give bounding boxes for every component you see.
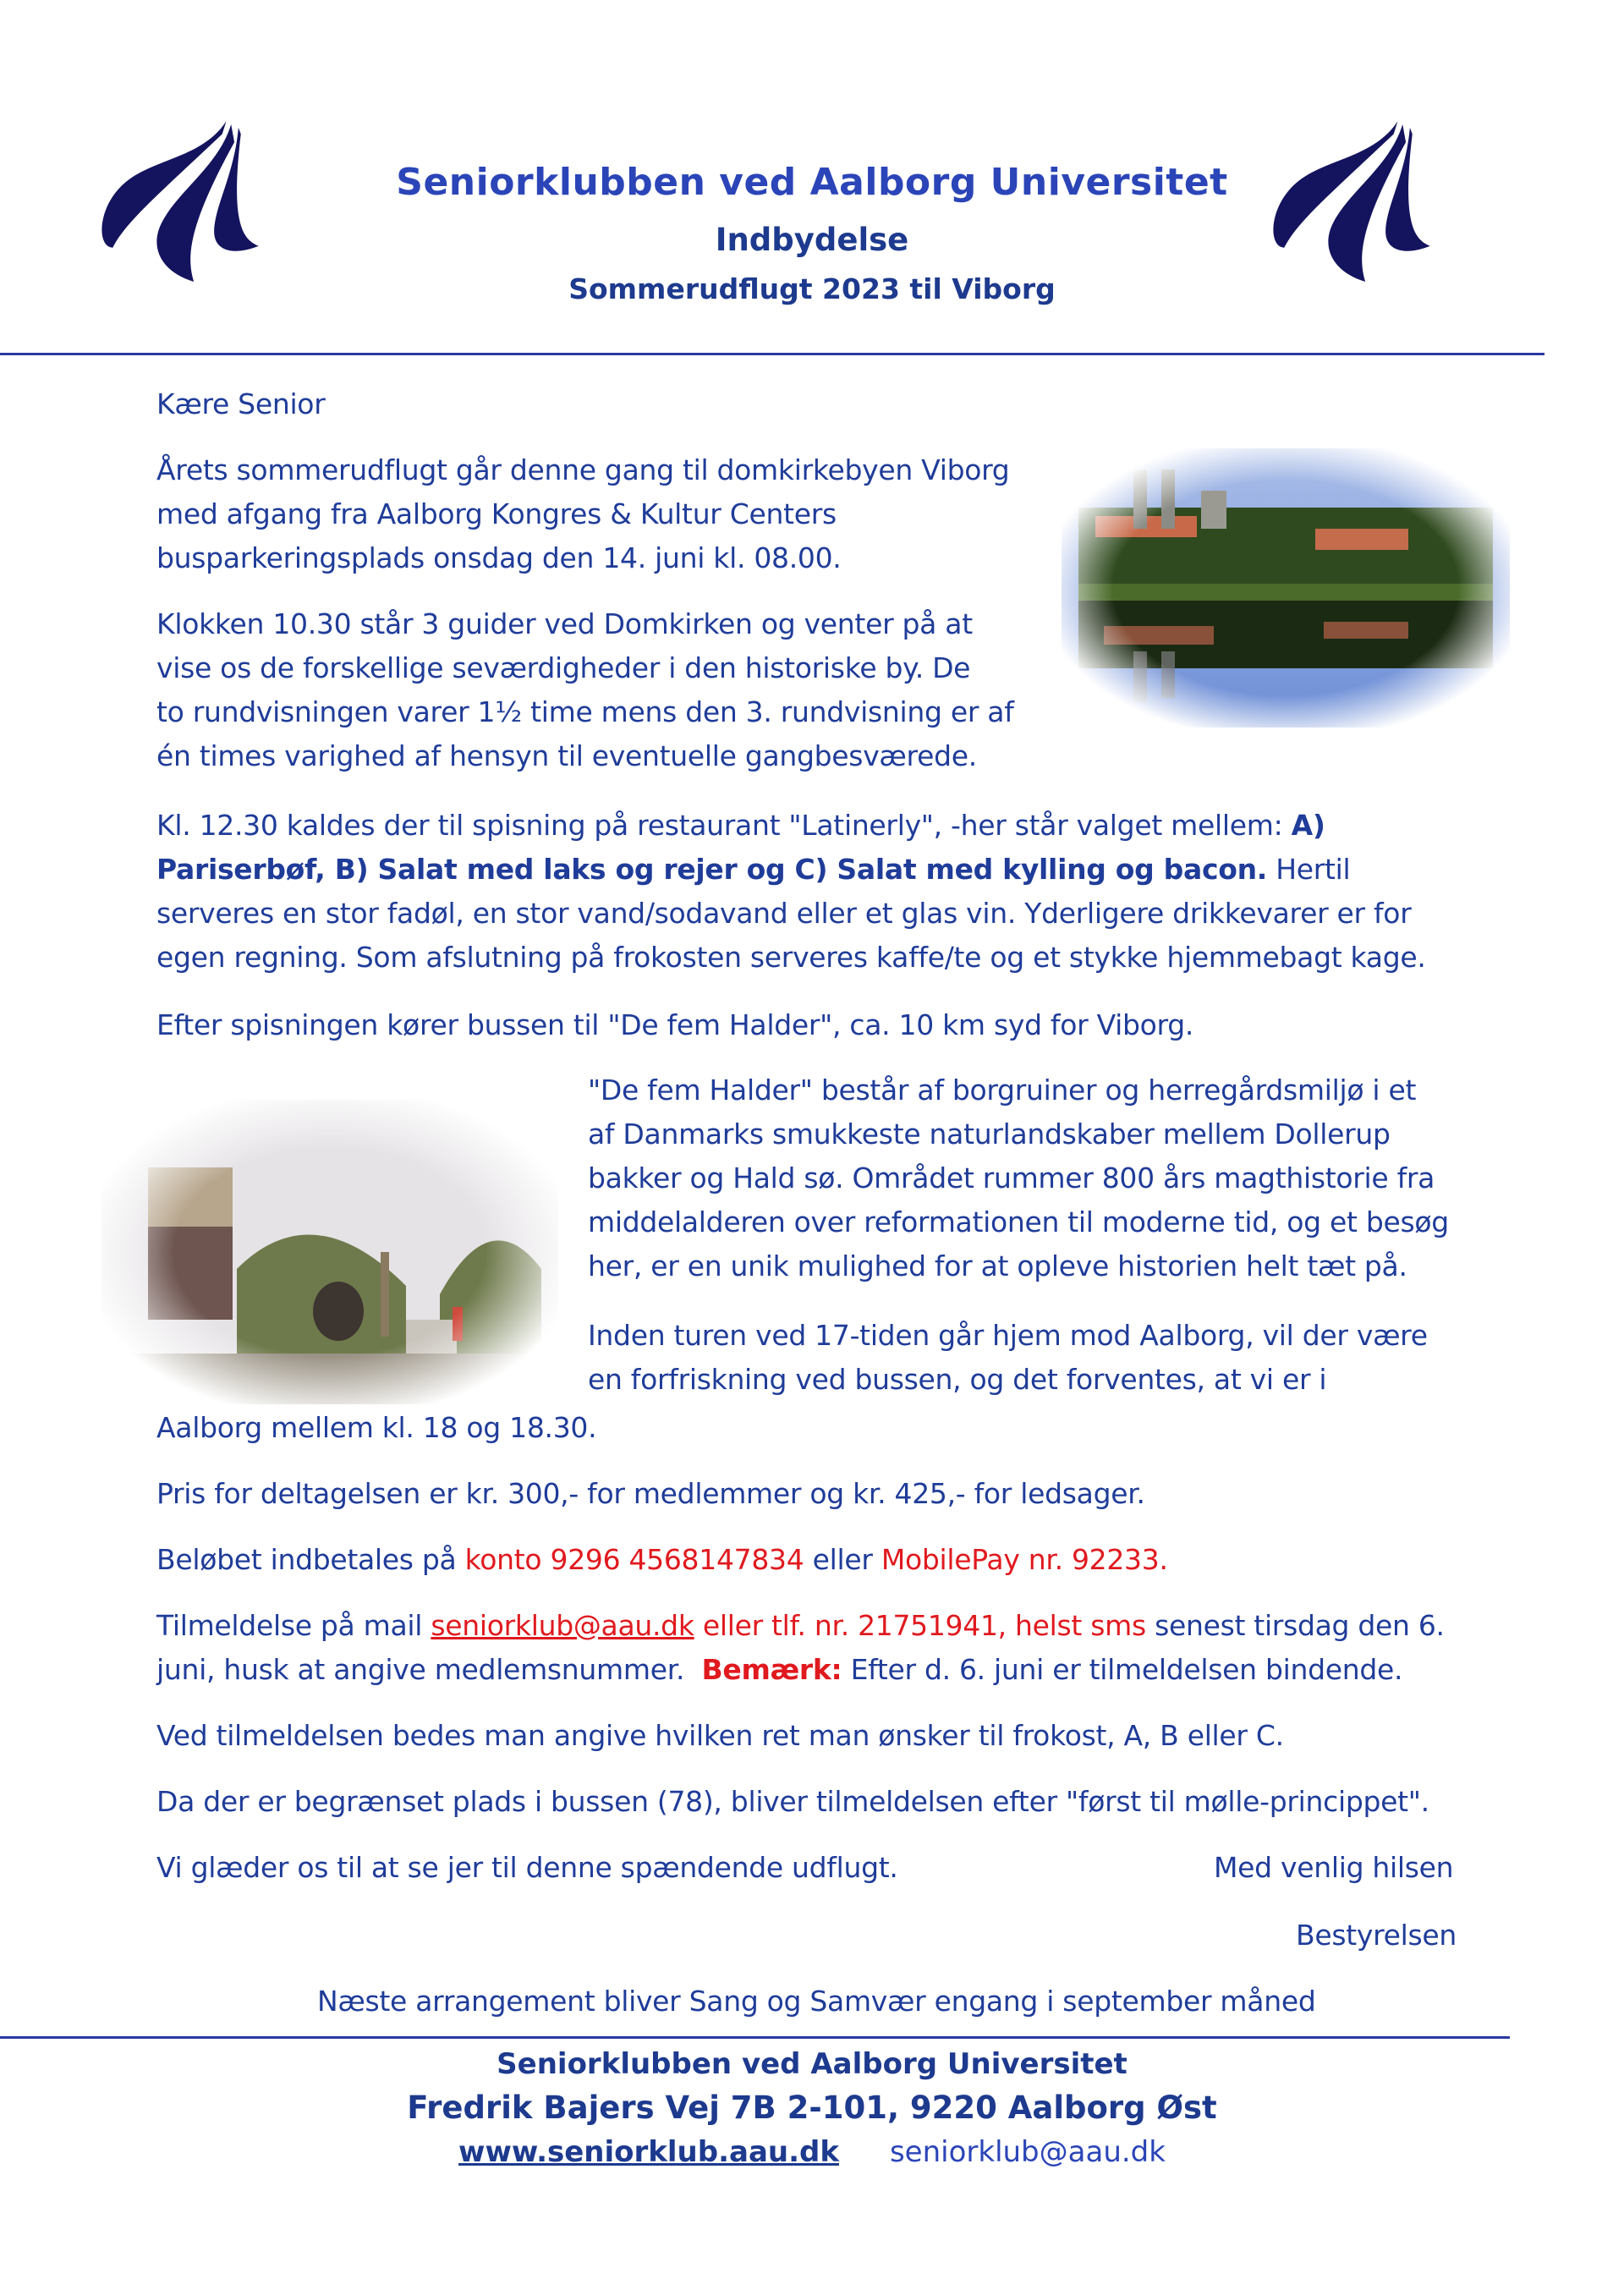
paragraph-return-line3: Aalborg mellem kl. 18 og 18.30. (156, 1411, 597, 1444)
closing-text: Vi glæder os til at se jer til denne spændende udflugt. (156, 1851, 898, 1884)
fem-halder-castle-ruins-photo (102, 1100, 558, 1404)
text-line: Klokken 10.30 står 3 guider ved Domkirken og venter på at (156, 607, 973, 640)
signup-deadline: senest tirsdag den 6. (1145, 1609, 1445, 1642)
lunch-options: A) Pariserbøf, B) Salat med laks og rejer og C) Salat med kylling og bacon. (156, 809, 1325, 886)
footer-website-link[interactable]: www.seniorklub.aau.dk (458, 2135, 839, 2169)
footer-club-name: Seniorklubben ved Aalborg Universitet (497, 2047, 1127, 2081)
signup-phone: eller tlf. nr. 21751941, helst sms (694, 1609, 1146, 1642)
text-line: Årets sommerudflugt går denne gang til domkirkebyen Viborg (156, 453, 1010, 486)
signup-info-line1 (156, 1604, 1445, 1648)
signature: Bestyrelsen (1296, 1919, 1457, 1952)
paragraph-fem-halder (588, 1068, 1449, 1288)
paragraph-return-line2: en forfriskning ved bussen, og det forventes, at vi er i (588, 1363, 1327, 1396)
text-line: af Danmarks smukkeste naturlandskaber mellem Dollerup (588, 1118, 1391, 1150)
mobilepay-number: MobilePay nr. 92233. (881, 1543, 1168, 1576)
note-text: Efter d. 6. juni er tilmeldelsen bindende. (842, 1653, 1403, 1686)
signup-info-line2 (156, 1648, 1402, 1692)
header-divider (0, 353, 1544, 355)
text-line: med afgang fra Aalborg Kongres & Kultur Centers (156, 497, 837, 530)
text-line: her, er en unik mulighed for at opleve historien helt tæt på. (588, 1249, 1407, 1282)
payment-info (156, 1538, 1168, 1582)
lunch-intro: Kl. 12.30 kaldes der til spisning på restaurant "Latinerly", -her står valget mellem: (156, 809, 1292, 842)
footer-email[interactable]: seniorklub@aau.dk (889, 2135, 1166, 2169)
lunch-details: Hertil serveres en stor fadøl, en stor vand/sodavand eller et glas vin. Yderligere drikkevarer er for egen regning. Som afslutning på frokosten serveres kaffe/te og et stykke hjemmebagt kage. (156, 853, 1426, 974)
paragraph-return-line1: Inden turen ved 17-tiden går hjem mod Aalborg, vil der være (588, 1319, 1428, 1352)
text-line: "De fem Halder" består af borgruiner og herregårdsmiljø i et (588, 1074, 1417, 1107)
signup-member-note: juni, husk at angive medlemsnummer. (156, 1653, 702, 1686)
paragraph-guides (156, 602, 1014, 778)
paragraph-bus: Efter spisningen kører bussen til "De fem Halder", ca. 10 km syd for Viborg. (156, 1008, 1194, 1041)
footer-divider (0, 2036, 1510, 2039)
text-line: busparkeringsplads onsdag den 14. juni kl. 08.00. (156, 541, 842, 574)
text-line: vise os de forskellige seværdigheder i den historiske by. De (156, 651, 971, 684)
signup-email-link[interactable]: seniorklub@aau.dk (431, 1609, 694, 1642)
viborg-cathedral-lake-reflection-photo (1062, 448, 1510, 728)
price-info: Pris for deltagelsen er kr. 300,- for medlemmer og kr. 425,- for ledsager. (156, 1477, 1145, 1510)
text-line: to rundvisningen varer 1½ time mens den 3. rundvisning er af (156, 695, 1014, 728)
meal-choice-info: Ved tilmeldelsen bedes man angive hvilken ret man ønsker til frokost, A, B eller C. (156, 1719, 1284, 1752)
greeting: Kære Senior (156, 387, 326, 420)
invitation-heading: Indbydelse (715, 222, 909, 258)
paragraph-departure (156, 448, 1009, 580)
payment-middle: eller (804, 1543, 881, 1576)
signup-prefix: Tilmeldelse på mail (156, 1609, 431, 1642)
payment-prefix: Beløbet indbetales på (156, 1543, 465, 1576)
club-title: Seniorklubben ved Aalborg Universitet (396, 161, 1228, 204)
paragraph-lunch (156, 804, 1476, 980)
text-line: bakker og Hald sø. Området rummer 800 års magthistorie fra (588, 1161, 1435, 1194)
text-line: én times varighed af hensyn til eventuelle gangbesværede. (156, 739, 977, 772)
text-line: middelalderen over reformationen til moderne tid, og et besøg (588, 1205, 1449, 1238)
capacity-info: Da der er begrænset plads i bussen (78), bliver tilmeldelsen efter "først til mølle-princippet". (156, 1785, 1429, 1818)
footer-contacts (0, 2135, 1624, 2169)
note-label: Bemærk: (701, 1653, 842, 1686)
footer-address: Fredrik Bajers Vej 7B 2-101, 9220 Aalborg Øst (407, 2090, 1217, 2126)
bank-account: konto 9296 4568147834 (464, 1543, 804, 1576)
regards-text: Med venlig hilsen (1214, 1851, 1454, 1884)
event-heading: Sommerudflugt 2023 til Viborg (568, 272, 1056, 305)
next-event-note: Næste arrangement bliver Sang og Samvær engang i september måned (317, 1985, 1316, 2018)
